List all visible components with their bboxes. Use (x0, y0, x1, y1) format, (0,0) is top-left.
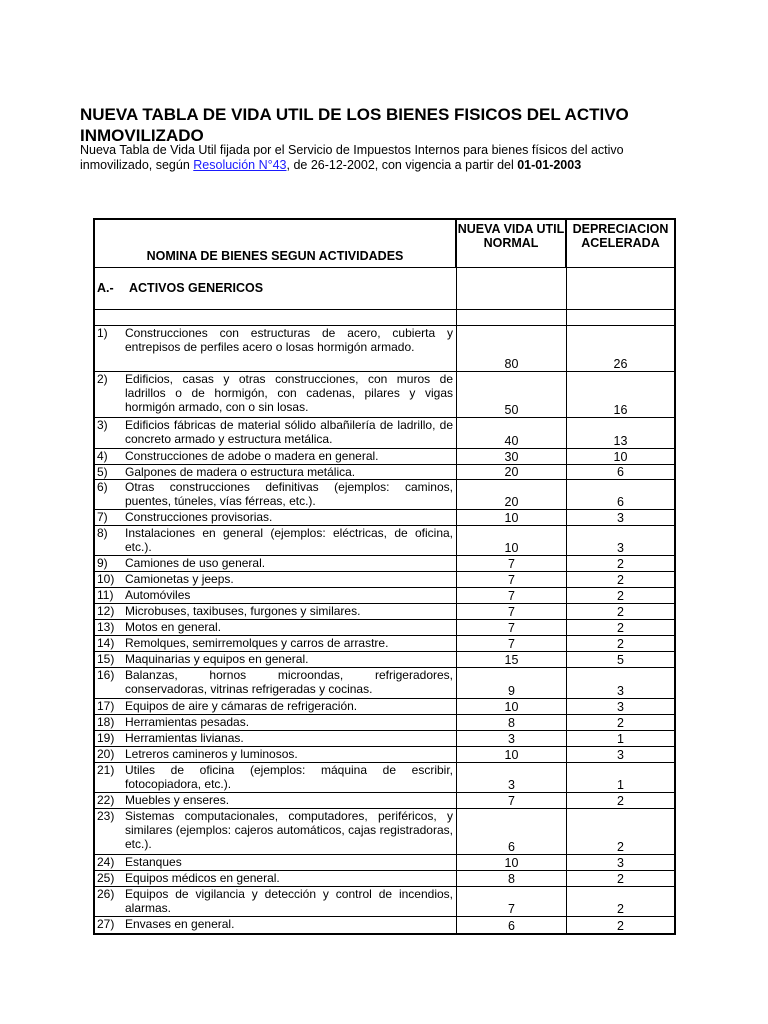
item-number: 11) (97, 588, 114, 602)
page-title: NUEVA TABLA DE VIDA UTIL DE LOS BIENES FISICOS DEL ACTIVO INMOVILIZADO (80, 105, 629, 145)
table-row (95, 809, 674, 855)
intro-paragraph (80, 143, 680, 173)
depreciacion-acelerada-value: 2 (617, 872, 624, 886)
table-row (95, 372, 674, 418)
item-number: 1) (97, 326, 108, 340)
item-number: 26) (97, 887, 115, 901)
table-row (95, 480, 674, 510)
table-row (95, 526, 674, 556)
depreciacion-acelerada-value: 2 (617, 794, 624, 808)
depreciacion-acelerada-value: 6 (617, 465, 624, 479)
depreciacion-acelerada-value: 10 (613, 450, 628, 464)
depreciacion-acelerada-value: 2 (617, 716, 624, 730)
item-number: 9) (97, 556, 108, 570)
item-number: 17) (97, 699, 115, 713)
item-number: 13) (97, 620, 115, 634)
vida-util-normal-value: 7 (508, 573, 515, 587)
vida-util-normal-value: 6 (508, 919, 515, 933)
intro-text-1: Nueva Tabla de Vida Util fijada por el Servicio de Impuestos Internos para bienes físicos del activo inmovilizado, según (80, 143, 624, 172)
depreciacion-acelerada-value: 2 (617, 589, 624, 603)
item-number: 12) (97, 604, 115, 618)
vida-util-normal-value: 7 (508, 902, 515, 916)
depreciacion-acelerada-value: 2 (617, 573, 624, 587)
depreciacion-acelerada-value: 2 (617, 557, 624, 571)
table-row (95, 793, 674, 809)
item-description: Herramientas pesadas. (125, 715, 250, 729)
depreciacion-acelerada-value: 1 (617, 778, 624, 792)
table-row (95, 449, 674, 465)
vida-util-normal-value: 7 (508, 637, 515, 651)
vida-util-normal-value: 7 (508, 589, 515, 603)
table-row (95, 636, 674, 652)
depreciacion-acelerada-value: 2 (617, 605, 624, 619)
vida-util-normal-value: 10 (504, 511, 519, 525)
item-description: Edificios fábricas de material sólido albañilería de ladrillo, de concreto armado y estructura metálica. (125, 418, 453, 446)
item-number: 2) (97, 372, 108, 386)
item-number: 4) (97, 449, 108, 463)
depreciacion-acelerada-value: 3 (617, 541, 624, 555)
item-description: Equipos de aire y cámaras de refrigeración. (125, 699, 358, 713)
item-number: 8) (97, 526, 108, 540)
item-description: Instalaciones en general (ejemplos: eléctricas, de oficina, etc.). (125, 526, 453, 554)
table-body (95, 326, 674, 933)
table-row (95, 418, 674, 449)
vida-util-normal-value: 7 (508, 621, 515, 635)
vida-util-normal-value: 80 (504, 357, 519, 371)
depreciacion-acelerada-value: 6 (617, 495, 624, 509)
item-description: Herramientas livianas. (125, 731, 244, 745)
useful-life-table (93, 218, 676, 935)
item-description: Balanzas, hornos microondas, refrigeradores, conservadoras, vitrinas refrigeradas y cocinas. (125, 668, 453, 696)
depreciacion-acelerada-value: 2 (617, 840, 624, 854)
vida-util-normal-value: 7 (508, 605, 515, 619)
item-description: Automóviles (125, 588, 191, 602)
vida-util-normal-value: 40 (504, 434, 519, 448)
item-number: 27) (97, 917, 115, 931)
column-header-depreciacion: DEPRECIACION ACELERADA (572, 222, 669, 250)
table-row (95, 588, 674, 604)
depreciacion-acelerada-value: 3 (617, 856, 624, 870)
vida-util-normal-value: 7 (508, 557, 515, 571)
depreciacion-acelerada-value: 16 (613, 403, 628, 417)
item-description: Edificios, casas y otras construcciones, con muros de ladrillos o de hormigón, con cadenas, pilares y vigas hormigón armado, con o sin losas. (125, 372, 453, 414)
depreciacion-acelerada-value: 5 (617, 653, 624, 667)
resolution-link[interactable]: Resolución N°43 (193, 158, 287, 172)
item-description: Camiones de uso general. (125, 556, 266, 570)
vida-util-normal-value: 7 (508, 794, 515, 808)
vida-util-normal-value: 10 (504, 541, 519, 555)
vida-util-normal-value: 3 (508, 778, 515, 792)
item-description: Estanques (125, 855, 182, 869)
item-description: Equipos médicos en general. (125, 871, 280, 885)
item-description: Envases en general. (125, 917, 235, 931)
table-row (95, 715, 674, 731)
item-description: Sistemas computacionales, computadores, periféricos, y similares (ejemplos: cajeros automáticos, cajas registradoras, etc.). (125, 809, 453, 851)
item-number: 20) (97, 747, 115, 761)
section-name: ACTIVOS GENERICOS (129, 281, 264, 295)
item-description: Utiles de oficina (ejemplos: máquina de escribir, fotocopiadora, etc.). (125, 763, 453, 791)
table-row (95, 871, 674, 887)
item-description: Construcciones de adobe o madera en general. (125, 449, 379, 463)
depreciacion-acelerada-value: 2 (617, 637, 624, 651)
item-description: Remolques, semirremolques y carros de arrastre. (125, 636, 389, 650)
item-number: 21) (97, 763, 115, 777)
item-number: 22) (97, 793, 115, 807)
table-row (95, 763, 674, 793)
vida-util-normal-value: 3 (508, 732, 515, 746)
item-number: 5) (97, 465, 108, 479)
table-row (95, 887, 674, 917)
item-number: 25) (97, 871, 115, 885)
depreciacion-acelerada-value: 2 (617, 902, 624, 916)
item-number: 14) (97, 636, 115, 650)
table-row (95, 652, 674, 668)
item-number: 15) (97, 652, 115, 666)
item-description: Galpones de madera o estructura metálica. (125, 465, 356, 479)
item-description: Microbuses, taxibuses, furgones y similares. (125, 604, 361, 618)
table-row (95, 465, 674, 480)
item-description: Construcciones con estructuras de acero, cubierta y entrepisos de perfiles acero o losas hormigón armado. (125, 326, 453, 354)
vida-util-normal-value: 10 (504, 856, 519, 870)
item-number: 10) (97, 572, 115, 586)
vida-util-normal-value: 15 (504, 653, 519, 667)
section-title (97, 281, 263, 295)
vida-util-normal-value: 20 (504, 495, 519, 509)
depreciacion-acelerada-value: 3 (617, 748, 624, 762)
table-row (95, 699, 674, 715)
table-row (95, 668, 674, 699)
depreciacion-acelerada-value: 3 (617, 511, 624, 525)
spacer-row (95, 310, 674, 326)
table-row (95, 917, 674, 933)
item-number: 6) (97, 480, 108, 494)
table-row (95, 747, 674, 763)
table-row (95, 620, 674, 636)
item-description: Camionetas y jeeps. (125, 572, 234, 586)
vida-util-normal-value: 10 (504, 748, 519, 762)
section-row (95, 268, 674, 310)
vida-util-normal-value: 50 (504, 403, 519, 417)
vida-util-normal-value: 30 (504, 450, 519, 464)
depreciacion-acelerada-value: 2 (617, 621, 624, 635)
vida-util-normal-value: 9 (508, 684, 515, 698)
table-row (95, 326, 674, 372)
item-description: Equipos de vigilancia y detección y control de incendios, alarmas. (125, 887, 453, 915)
table-row (95, 556, 674, 572)
item-description: Letreros camineros y luminosos. (125, 747, 298, 761)
item-description: Motos en general. (125, 620, 222, 634)
column-header-nomina: NOMINA DE BIENES SEGUN ACTIVIDADES (146, 249, 404, 263)
item-description: Otras construcciones definitivas (ejemplos: caminos, puentes, túneles, vías férreas, etc.). (125, 480, 453, 508)
vida-util-normal-value: 8 (508, 716, 515, 730)
depreciacion-acelerada-value: 3 (617, 700, 624, 714)
item-number: 16) (97, 668, 115, 682)
item-number: 24) (97, 855, 115, 869)
depreciacion-acelerada-value: 13 (613, 434, 628, 448)
table-row (95, 731, 674, 747)
vida-util-normal-value: 6 (508, 840, 515, 854)
item-description: Construcciones provisorias. (125, 510, 273, 524)
intro-text-2: , de 26-12-2002, con vigencia a partir del (286, 158, 518, 172)
item-number: 18) (97, 715, 115, 729)
depreciacion-acelerada-value: 26 (613, 357, 628, 371)
table-row (95, 604, 674, 620)
item-number: 3) (97, 418, 108, 432)
column-header-vida-util: NUEVA VIDA UTIL NORMAL (457, 222, 565, 250)
table-row (95, 510, 674, 526)
depreciacion-acelerada-value: 3 (617, 684, 624, 698)
depreciacion-acelerada-value: 2 (617, 919, 624, 933)
vida-util-normal-value: 20 (504, 465, 519, 479)
item-description: Muebles y enseres. (125, 793, 230, 807)
vida-util-normal-value: 8 (508, 872, 515, 886)
table-row (95, 855, 674, 871)
intro-date: 01-01-2003 (517, 158, 582, 172)
item-number: 23) (97, 809, 115, 823)
vida-util-normal-value: 10 (504, 700, 519, 714)
table-row (95, 572, 674, 588)
item-number: 7) (97, 510, 108, 524)
depreciacion-acelerada-value: 1 (617, 732, 624, 746)
item-number: 19) (97, 731, 115, 745)
table-header-row (95, 220, 674, 268)
item-description: Maquinarias y equipos en general. (125, 652, 309, 666)
section-letter: A.- (97, 281, 114, 295)
